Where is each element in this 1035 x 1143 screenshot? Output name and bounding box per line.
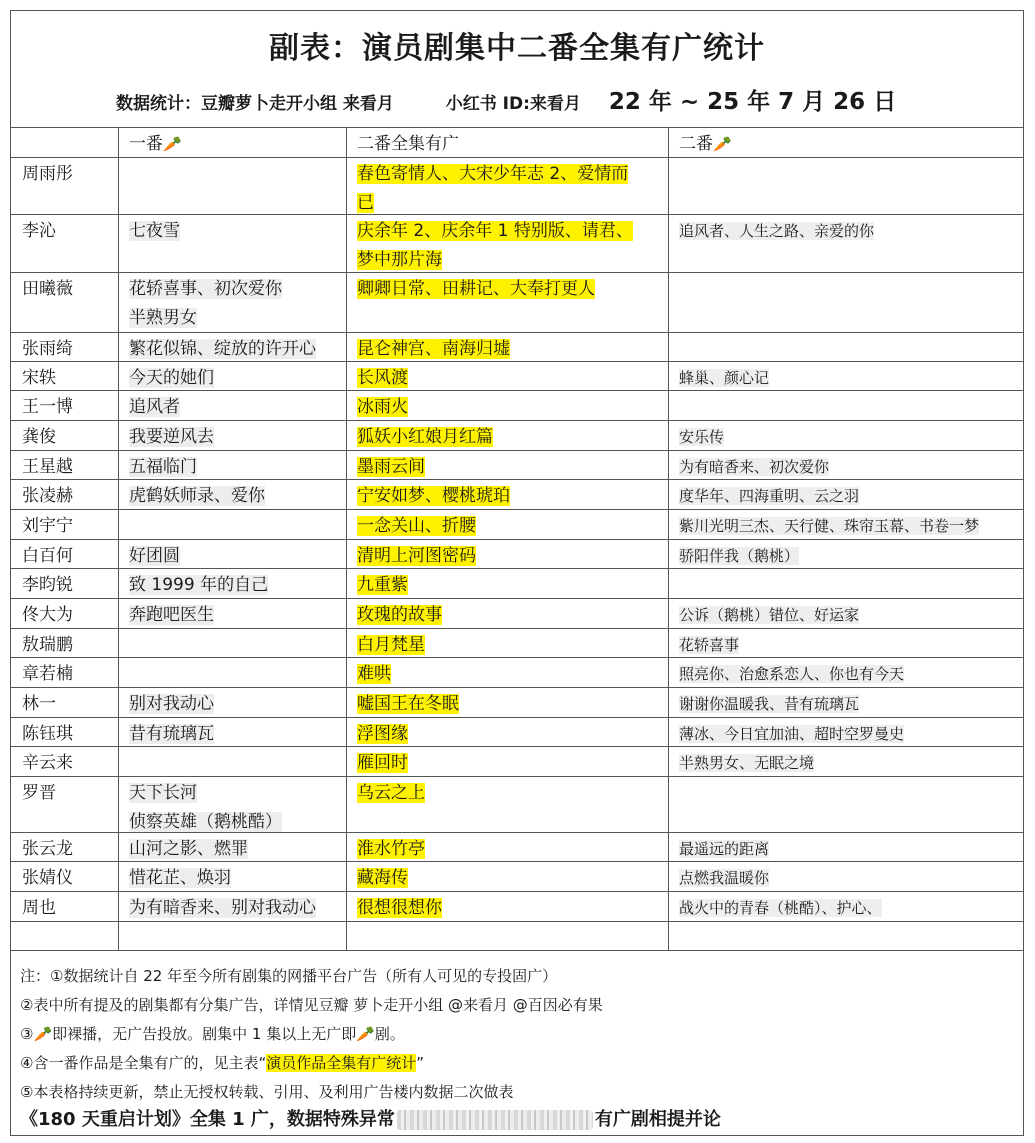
- subtitle: [116, 83, 896, 116]
- second-lead-full-ads: [347, 158, 669, 214]
- second-ads-text: 梦中那片海: [357, 250, 442, 270]
- carrot-icon: 🥕: [33, 1025, 53, 1043]
- second-ads-text: 玫瑰的故事: [357, 605, 442, 625]
- lead-works: [119, 569, 347, 598]
- actor-name-text: 王一博: [22, 397, 73, 417]
- table-row: [11, 421, 1023, 451]
- second-lead-full-ads: [347, 599, 669, 628]
- table-row: [11, 510, 1023, 540]
- actor-name-text: 敖瑞鹏: [22, 635, 73, 655]
- lead-works: [119, 480, 347, 509]
- lead-work-line: [129, 304, 340, 333]
- lead-work-text: 繁花似锦、绽放的许开心: [129, 339, 316, 359]
- table-row: [11, 922, 1023, 951]
- second-ads-line: [357, 364, 662, 393]
- second-lead-works: [669, 892, 1023, 921]
- second-ads-line: [357, 453, 662, 482]
- second-work-text: 为有暗香来、初次爱你: [679, 458, 830, 476]
- second-lead-full-ads: [347, 362, 669, 390]
- actor-name-text: 李昀锐: [22, 575, 73, 595]
- actor-name: [11, 747, 119, 776]
- actor-name-text: 李沁: [22, 221, 56, 241]
- second-lead-full-ads: [347, 747, 669, 776]
- lead-work-text: 山河之影、燃罪: [129, 839, 248, 859]
- lead-works: [119, 922, 347, 950]
- note-5: ⑤本表格持续更新，禁止无授权转载、引用、及利用广告楼内数据二次做表: [20, 1083, 514, 1101]
- second-ads-text: 春色寄情人、大宋少年志 2、爱情而: [357, 164, 629, 184]
- main-table-link: 演员作品全集有广统计: [266, 1054, 417, 1072]
- second-ads-text: 嘘国王在冬眠: [357, 694, 459, 714]
- second-lead-works: [669, 718, 1023, 746]
- second-work-text: 最遥远的距离: [679, 840, 770, 858]
- second-lead-works: [669, 510, 1023, 539]
- second-lead-full-ads: [347, 540, 669, 568]
- lead-works: [119, 362, 347, 390]
- lead-works: [119, 833, 347, 861]
- lead-works: [119, 862, 347, 891]
- lead-work-text: 七夜雪: [129, 221, 180, 241]
- actor-name: [11, 658, 119, 687]
- actor-name: [11, 892, 119, 921]
- second-lead-full-ads: [347, 333, 669, 361]
- table-row: [11, 658, 1023, 688]
- note-4: ④含一番作品是全集有广的，见主表“演员作品全集有广统计”: [20, 1054, 425, 1072]
- second-ads-text: 很想很想你: [357, 898, 442, 918]
- second-ads-line: [357, 482, 662, 511]
- second-lead-works: [669, 569, 1023, 598]
- lead-work-text: 我要逆风去: [129, 427, 214, 447]
- second-work-text: 战火中的青春（桃酷）、护心、: [679, 899, 882, 917]
- second-lead-works: [669, 421, 1023, 450]
- second-work-text: 薄冰、今日宜加油、超时空罗曼史: [679, 725, 905, 743]
- second-work-text: 点燃我温暖你: [679, 869, 770, 887]
- actor-name-text: 刘宇宁: [22, 516, 73, 536]
- lead-works: [119, 510, 347, 539]
- second-lead-full-ads: [347, 391, 669, 420]
- blurred-text: [397, 1110, 593, 1130]
- second-lead-full-ads: [347, 833, 669, 861]
- carrot-icon: 🥕: [713, 135, 732, 153]
- table-row: [11, 862, 1023, 892]
- lead-works: [119, 688, 347, 717]
- header-second-ads-label: 二番全集有广: [357, 134, 459, 154]
- second-ads-line: [357, 512, 662, 541]
- table-row: [11, 833, 1023, 862]
- second-ads-line: [357, 864, 662, 893]
- page-title: 副表：演员剧集中二番全集有广统计: [269, 31, 765, 66]
- actor-name-text: 张凌赫: [22, 486, 73, 506]
- second-ads-line: [357, 423, 662, 452]
- table-row: [11, 480, 1023, 510]
- actor-name-text: 周也: [22, 898, 56, 918]
- actor-name: [11, 718, 119, 746]
- second-lead-full-ads: [347, 862, 669, 891]
- actor-name: [11, 391, 119, 420]
- second-lead-works: [669, 391, 1023, 420]
- table-row: [11, 391, 1023, 421]
- second-lead-works: [669, 658, 1023, 687]
- lead-works: [119, 540, 347, 568]
- second-lead-works: [669, 215, 1023, 272]
- actor-name: [11, 569, 119, 598]
- second-work-text: 花轿喜事: [679, 636, 740, 654]
- actor-name: [11, 599, 119, 628]
- second-work-text: 度华年、四海重明、云之羽: [679, 487, 860, 505]
- table-row: [11, 451, 1023, 480]
- actor-name: [11, 510, 119, 539]
- carrot-icon: 🥕: [163, 135, 182, 153]
- lead-work-text: 天下长河: [129, 783, 197, 803]
- second-ads-text: 狐妖小红娘月红篇: [357, 427, 493, 447]
- second-work-text: 紫川光明三杰、天行健、珠帘玉幕、书卷一梦: [679, 517, 980, 535]
- second-lead-works: [669, 922, 1023, 950]
- second-ads-text: 藏海传: [357, 868, 408, 888]
- lead-works: [119, 718, 347, 746]
- table-row: [11, 688, 1023, 718]
- second-ads-text: 庆余年 2、庆余年 1 特别版、请君、: [357, 221, 633, 241]
- second-ads-text: 雁回时: [357, 753, 408, 773]
- second-ads-line: [357, 571, 662, 600]
- lead-work-text: 追风者: [129, 397, 180, 417]
- second-lead-works: [669, 540, 1023, 568]
- lead-works: [119, 273, 347, 332]
- header-cell-second-ads: [347, 128, 669, 157]
- second-lead-full-ads: [347, 688, 669, 717]
- header-cell-second: [669, 128, 1023, 157]
- actor-name: [11, 688, 119, 717]
- second-lead-full-ads: [347, 480, 669, 509]
- actor-name: [11, 922, 119, 950]
- lead-work-text: 虎鹤妖师录、爱你: [129, 486, 265, 506]
- table-row: [11, 892, 1023, 922]
- sheet-header: [11, 11, 1023, 128]
- lead-work-text: 别对我动心: [129, 694, 214, 714]
- table-header-row: [11, 128, 1023, 158]
- lead-works: [119, 421, 347, 450]
- second-ads-text: 浮图缘: [357, 724, 408, 744]
- second-lead-works: [669, 158, 1023, 214]
- note-last: 《180 天重启计划》全集 1 广，数据特殊异常 有广剧相提并论: [20, 1109, 721, 1130]
- lead-works: [119, 629, 347, 657]
- actor-name-text: 王星越: [22, 457, 73, 477]
- lead-work-text: 好团圆: [129, 546, 180, 566]
- actor-name: [11, 158, 119, 214]
- second-lead-full-ads: [347, 421, 669, 450]
- second-ads-line: [357, 660, 662, 689]
- lead-works: [119, 892, 347, 921]
- table-row: [11, 333, 1023, 362]
- second-ads-line: [357, 749, 662, 778]
- actor-name: [11, 862, 119, 891]
- lead-works: [119, 158, 347, 214]
- second-lead-works: [669, 747, 1023, 776]
- second-lead-full-ads: [347, 892, 669, 921]
- second-ads-text: 卿卿日常、田耕记、大奉打更人: [357, 279, 595, 299]
- second-ads-text: 墨雨云间: [357, 457, 425, 477]
- second-ads-line: [357, 631, 662, 660]
- actor-name-text: 张婧仪: [22, 868, 73, 888]
- second-lead-full-ads: [347, 718, 669, 746]
- lead-works: [119, 599, 347, 628]
- table-row: [11, 540, 1023, 569]
- second-lead-works: [669, 480, 1023, 509]
- actor-name: [11, 273, 119, 332]
- second-ads-line: [357, 275, 662, 304]
- second-lead-full-ads: [347, 658, 669, 687]
- second-lead-full-ads: [347, 777, 669, 832]
- carrot-icon: 🥕: [356, 1025, 375, 1043]
- second-lead-full-ads: [347, 510, 669, 539]
- second-ads-text: 九重紫: [357, 575, 408, 595]
- table-row: [11, 273, 1023, 333]
- second-work-text: 半熟男女、无眠之境: [679, 754, 815, 772]
- second-ads-text: 宁安如梦、樱桃琥珀: [357, 486, 510, 506]
- table-row: [11, 629, 1023, 658]
- note-1: 注：①数据统计自 22 年至今所有剧集的网播平台广告（所有人可见的专投固广）: [20, 967, 558, 985]
- lead-works: [119, 333, 347, 361]
- lead-work-text: 奔跑吧医生: [129, 605, 214, 625]
- second-ads-line: [357, 542, 662, 571]
- second-ads-line: [357, 690, 662, 719]
- second-lead-works: [669, 688, 1023, 717]
- second-lead-full-ads: [347, 273, 669, 332]
- actor-name-text: 陈钰琪: [22, 724, 73, 744]
- actor-name: [11, 362, 119, 390]
- actor-name-text: 张云龙: [22, 839, 73, 859]
- second-ads-text: 乌云之上: [357, 783, 425, 803]
- table-row: [11, 158, 1023, 215]
- actor-name: [11, 540, 119, 568]
- second-ads-text: 长风渡: [357, 368, 408, 388]
- second-lead-works: [669, 833, 1023, 861]
- actor-name-text: 周雨彤: [22, 164, 73, 184]
- second-lead-works: [669, 777, 1023, 832]
- lead-works: [119, 391, 347, 420]
- second-ads-line: [357, 189, 662, 218]
- second-work-text: 公诉（鹅桃）错位、好运家: [679, 606, 860, 624]
- second-ads-text: 清明上河图密码: [357, 546, 476, 566]
- actor-name: [11, 333, 119, 361]
- xhs-id: 小红书 ID:来看月: [445, 94, 581, 114]
- second-ads-text: 难哄: [357, 664, 391, 684]
- second-lead-works: [669, 362, 1023, 390]
- actor-name: [11, 421, 119, 450]
- actor-name-text: 田曦薇: [22, 279, 73, 299]
- stats-source: 数据统计：豆瓣萝卜走开小组 来看月: [116, 94, 394, 114]
- lead-work-text: 侦察英雄（鹅桃酷）: [129, 812, 282, 832]
- second-ads-text: 昆仑神宫、南海归墟: [357, 339, 510, 359]
- second-ads-line: [357, 720, 662, 749]
- second-ads-line: [357, 835, 662, 864]
- actor-name: [11, 480, 119, 509]
- second-ads-line: [357, 160, 662, 189]
- table-row: [11, 362, 1023, 391]
- second-ads-text: 冰雨火: [357, 397, 408, 417]
- actor-name: [11, 629, 119, 657]
- second-ads-line: [357, 335, 662, 364]
- second-work-text: 照亮你、治愈系恋人、你也有今天: [679, 665, 905, 683]
- second-lead-works: [669, 273, 1023, 332]
- actor-name-text: 林一: [22, 694, 56, 714]
- second-ads-text: 白月梵星: [357, 635, 425, 655]
- lead-work-text: 致 1999 年的自己: [129, 575, 269, 595]
- second-lead-works: [669, 333, 1023, 361]
- lead-works: [119, 747, 347, 776]
- second-lead-works: [669, 451, 1023, 479]
- table-row: [11, 599, 1023, 629]
- note-3: ③🥕即裸播，无广告投放。剧集中 1 集以上无广即🥕剧。: [20, 1025, 405, 1043]
- actor-name-text: 张雨绮: [22, 339, 73, 359]
- second-ads-line: [357, 246, 662, 275]
- actor-name-text: 宋轶: [22, 368, 56, 388]
- actor-name: [11, 215, 119, 272]
- stats-sheet: [10, 10, 1024, 1136]
- second-ads-text: 淮水竹亭: [357, 839, 425, 859]
- lead-work-text: 昔有琉璃瓦: [129, 724, 214, 744]
- second-lead-works: [669, 599, 1023, 628]
- actor-name: [11, 833, 119, 861]
- header-second-label: 二番: [679, 134, 713, 154]
- lead-work-text: 半熟男女: [129, 308, 197, 328]
- lead-work-text: 为有暗香来、别对我动心: [129, 898, 316, 918]
- lead-works: [119, 658, 347, 687]
- actor-name-text: 龚俊: [22, 427, 56, 447]
- second-lead-full-ads: [347, 569, 669, 598]
- lead-work-text: 花轿喜事、初次爱你: [129, 279, 282, 299]
- second-lead-full-ads: [347, 922, 669, 950]
- second-ads-line: [357, 217, 662, 246]
- table-row: [11, 718, 1023, 747]
- second-lead-works: [669, 629, 1023, 657]
- second-lead-full-ads: [347, 215, 669, 272]
- lead-work-line: [129, 275, 340, 304]
- second-work-text: 安乐传: [679, 428, 725, 446]
- actor-name: [11, 777, 119, 832]
- second-ads-line: [357, 393, 662, 422]
- date-range: 22 年 ~ 25 年 7 月 26 日: [608, 89, 897, 115]
- header-cell-first: [119, 128, 347, 157]
- second-lead-full-ads: [347, 451, 669, 479]
- second-ads-text: 一念关山、折腰: [357, 516, 476, 536]
- lead-work-line: [129, 779, 340, 808]
- table-row: [11, 215, 1023, 273]
- lead-works: [119, 777, 347, 832]
- actor-name-text: 章若楠: [22, 664, 73, 684]
- second-lead-works: [669, 862, 1023, 891]
- lead-works: [119, 451, 347, 479]
- note-2: ②表中所有提及的剧集都有分集广告，详情见豆瓣 萝卜走开小组 @来看月 @百因必有果: [20, 996, 603, 1014]
- second-ads-text: 已: [357, 193, 374, 213]
- second-ads-line: [357, 601, 662, 630]
- second-lead-full-ads: [347, 629, 669, 657]
- second-work-text: 谢谢你温暖我、昔有琉璃瓦: [679, 695, 860, 713]
- second-work-text: 追风者、人生之路、亲爱的你: [679, 222, 875, 240]
- actor-name-text: 罗晋: [22, 783, 56, 803]
- lead-works: [119, 215, 347, 272]
- table-row: [11, 777, 1023, 833]
- table-row: [11, 569, 1023, 599]
- lead-work-text: 今天的她们: [129, 368, 214, 388]
- second-work-text: 蜂巢、颜心记: [679, 369, 770, 387]
- actor-name-text: 辛云来: [22, 753, 73, 773]
- table-row: [11, 747, 1023, 777]
- second-work-text: 骄阳伴我（鹅桃）: [679, 547, 800, 565]
- lead-work-text: 五福临门: [129, 457, 197, 477]
- actor-name-text: 佟大为: [22, 605, 73, 625]
- actor-name: [11, 451, 119, 479]
- second-ads-line: [357, 894, 662, 923]
- lead-work-text: 惜花芷、焕羽: [129, 868, 231, 888]
- header-cell-name: [11, 128, 119, 157]
- header-first-label: 一番: [129, 134, 163, 154]
- actor-name-text: 白百何: [22, 546, 73, 566]
- second-ads-line: [357, 779, 662, 808]
